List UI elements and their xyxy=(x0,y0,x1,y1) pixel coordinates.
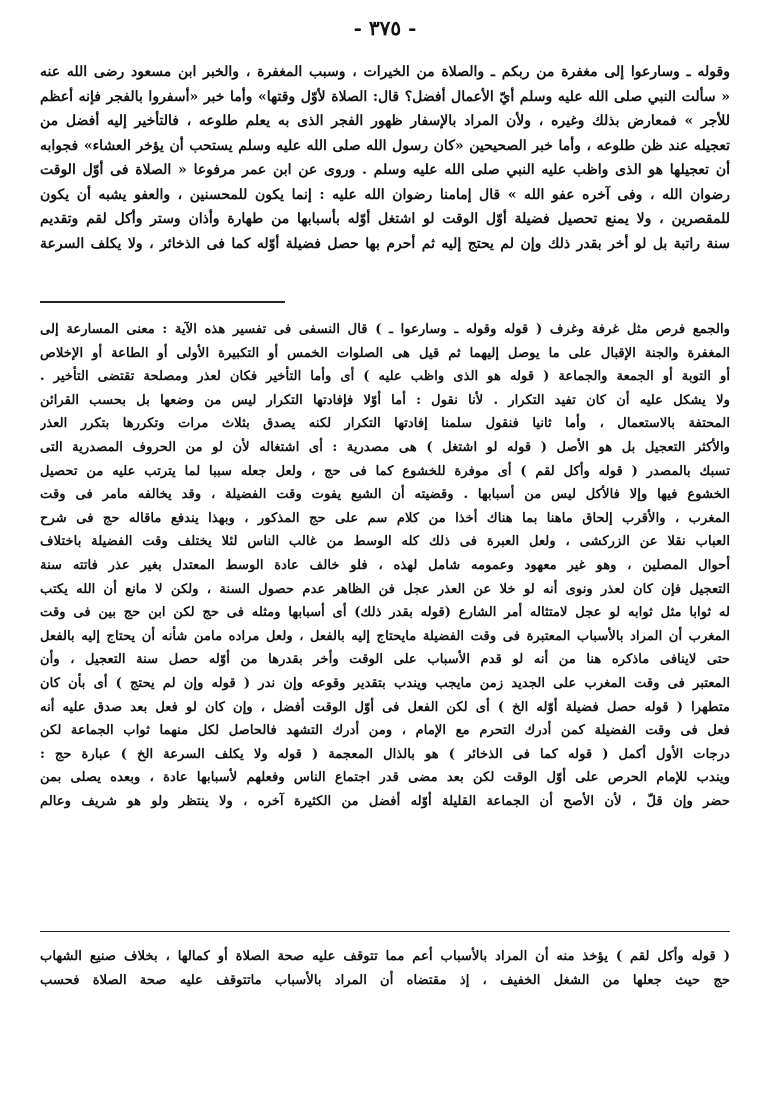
footnote-line: حج حيث جعلها من الشغل الخفيف ، إذ مقتضاه أن المراد بالأسباب ماتتوقف عليه صحة الصلاة فحسب xyxy=(40,973,730,988)
footnote-divider xyxy=(40,931,730,932)
text-line: « سألت النبي صلى الله عليه وسلم أيّ الأعمال أفضل؟ قال: الصلاة لأوّل وقتها» وأما خبر «أسفروا بالفجر فإنه أعظم xyxy=(40,88,730,105)
commentary-line: فعل فى وقت الفضيلة كمن أدرك التحرم مع الإمام ، ومن أدرك التشهد فالحاصل لكل منهما ثواب الجماعة لكن xyxy=(40,723,730,739)
commentary-line: والجمع فرص مثل غرفة وغرف ( قوله وقوله ـ وسارعوا ـ ) قال النسفى فى تفسير هذه الآية : معنى المسارعة إلى xyxy=(40,322,730,337)
commentary-line: تسبك بالمصدر ( قوله وأكل لقم ) أى موفرة للخشوع كما فى حج ، ولعل جعله سببا لما يترتب عليه من تحصيل xyxy=(40,463,730,479)
commentary-line: حتى لاينافى ماذكره هنا من أنه لو قدم الأسباب على الوقت وأخر بقدرها من أوّله حصل سنة التعجيل ، وأن xyxy=(40,652,730,668)
commentary-line: حضر وإن قلّ ، لأن الأصح أن الجماعة القليلة أوّله أفضل من الكثيرة آخره ، ولا ينتظر ولو هو شريف وعالم xyxy=(40,793,730,809)
text-line: للأجر » فمعارض بذلك وغيره ، ولأن المراد بالإسفار ظهور الفجر الذى به يعلم طلوعه ، فالتأخير إليه أفضل من xyxy=(40,113,730,129)
text-line: تعجيله عند ظن طلوعه ، وأما خبر الصحيحين «كان رسول الله صلى الله عليه وسلم يستحب أن يؤخر العشاء» فجوابه xyxy=(40,137,730,154)
text-line: سنة راتبة بل لو أخر بقدر ذلك وإن لم يحتج إليه ثم أحرم بها حصل فضيلة أوّله كما فى الذخائر ، ولا يكلف السرعة xyxy=(40,235,730,252)
commentary-line: ولا يشكل عليه أن كان تفيد التكرار . لأنا نقول : أما أوّلا فإفادتها التكرار ليس من وضعها بل بحسب القرائن xyxy=(40,392,730,408)
commentary-line: ويندب للإمام الحرص على أوّل الوقت لكن بعد مضى قدر اجتماع الناس وفعلهم لأسبابها عادة ، وبعده يصلى بمن xyxy=(40,770,730,786)
commentary-line: المغفرة والجنة الإقبال على ما يوصل إليهما ثم قيل هى الصلوات الخمس أو التكبيرة الأولى أو الطاعة أو الإخلاص xyxy=(40,345,730,361)
commentary-line: المعتبر فى وقت المغرب على الجديد زمن مايجب ويندب بتقدير وقوعه وإن ندر ( قوله وإن لم يحتج ) أى بأن كان xyxy=(40,675,730,691)
commentary-line: متطهرا ( قوله حصل فضيلة أوّله الخ ) أى لكن الفعل فى أوّل الوقت أفضل ، وإن كان لو فعل بعد صدق عليه أنه xyxy=(40,699,730,715)
commentary-line: درجات الأول أكمل ( قوله كما فى الذخائر ) هو بالذال المعجمة ( قوله ولا يكلف السرعة الخ ) عبارة حج : xyxy=(40,746,730,762)
section-divider xyxy=(40,301,285,303)
main-text xyxy=(40,60,730,256)
commentary-line: أو التوبة أو الجمعة والجماعة ( قوله هو الذى واظب عليه ) أى وأما التأخير فكان لعذر ومصلحة تقتضى التأخير . xyxy=(40,369,730,385)
commentary-line: المغرب ، والأقرب إلحاق ماهنا بما هناك أخذا من كلام سم على حج المذكور ، وبهذا يندفع ماقاله حج فى شرح xyxy=(40,510,730,526)
text-line: رضوان الله ، وفى آخره عفو الله » قال إمامنا رضوان الله عليه : إنما يكون للمحسنين ، والعفو يشبه أن يكون xyxy=(40,186,730,203)
commentary-line: التعجيل فإن كان لعذر ونوى أنه لو خلا عن العذر عجل فن الظاهر عدم حصول السنة ، ولكن لا مانع أن الله يكتب xyxy=(40,581,730,597)
commentary-line: المغرب أن المراد بالأسباب المعتبرة فى وقت الفضيلة مايحتاج إليه بالفعل ، ولعل مراده مامن شأنه أن يحتاج إليه بالفعل xyxy=(40,628,730,644)
footnote-line: ( قوله وأكل لقم ) يؤخذ منه أن المراد بالأسباب أعم مما تتوقف عليه صحة الصلاة أو كمالها ، بخلاف صنيع الشهاب xyxy=(40,949,730,964)
commentary-line: الخشوع فيها وإلا فالأكل ليس من أسبابها . وقضيته أن الشبع يفوت وقت الفضيلة ، وقد يخالفه مامر فى وقت xyxy=(40,487,730,503)
footnote-text xyxy=(40,945,730,993)
text-line: وقوله ـ وسارعوا إلى مغفرة من ربكم ـ والصلاة من الخيرات ، وسبب المغفرة ، والخبر ابن مسعود رضى الله عنه xyxy=(40,64,730,80)
commentary-line: والأكثر التعجيل بل هو الأصل ( قوله لو اشتغل ) هى مصدرية : أى اشتغاله لأن لو من الحروف المصدرية التى xyxy=(40,439,730,455)
commentary-line: العباب نقلا عن الزركشى ، ولعل العبرة فى ذلك كله الوسط من غالب الناس لئلا يختلف وقت الفضيلة باختلاف xyxy=(40,534,730,550)
commentary-line: المحتفة بالاستعمال ، وأما ثانيا فنقول سلمنا إفادتها التكرار لكنه يصدق بثلاث مرات وتكررها بتكرر العذر xyxy=(40,416,730,432)
page-number: - ٣٧٥ - xyxy=(353,16,417,40)
text-line: أن تعجيلها هو الذى واظب عليه النبي صلى الله عليه وسلم . وروى عن ابن عمر مرفوعا « الصلاة فى أوّل الوقت xyxy=(40,162,730,178)
commentary-line: أحوال المصلين ، وهو غير معهود وعمومه شامل لهذه ، فلو خالف عادة الوسط المعتدل بغير عذر فاتته سنة xyxy=(40,557,730,573)
commentary-line: له ثوابا مثل ثوابه لو عجل لامتثاله أمر الشارع (قوله بقدر ذلك) أى أسبابها ومثله فى حج لكن ابن حج بين فى وقت xyxy=(40,605,730,621)
commentary-text xyxy=(40,318,730,813)
text-line: للمقصرين ، ولا يمنع تحصيل فضيلة أوّل الوقت لو اشتغل أوّله بأسبابها من طهارة وأذان وستر وأكل لقم وتقديم xyxy=(40,211,730,227)
